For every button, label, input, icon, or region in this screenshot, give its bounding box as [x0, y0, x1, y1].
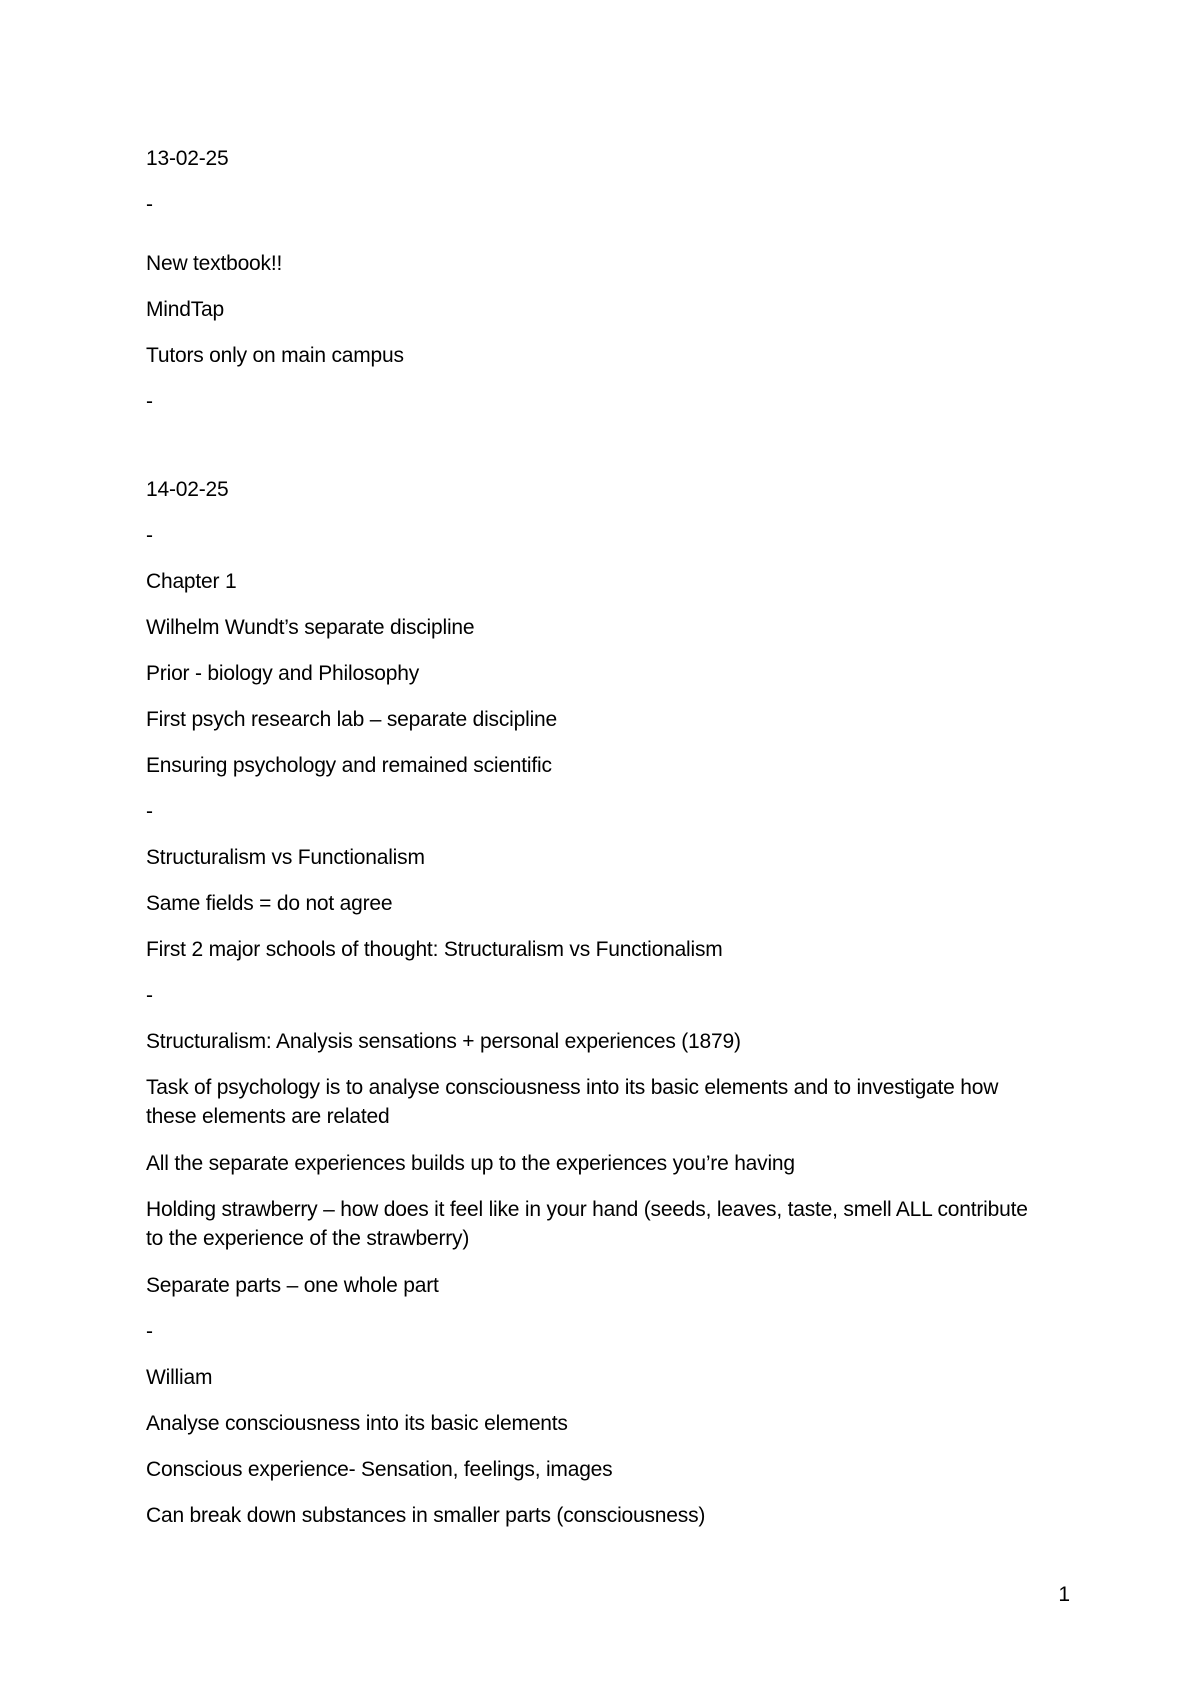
note-line: Same fields = do not agree	[146, 892, 393, 915]
separator: -	[146, 390, 153, 413]
separator: -	[146, 1320, 153, 1343]
note-line: Wilhelm Wundt’s separate discipline	[146, 616, 475, 639]
separator: -	[146, 984, 153, 1007]
note-line: Structuralism: Analysis sensations + personal experiences (1879)	[146, 1030, 741, 1053]
note-line: MindTap	[146, 298, 224, 321]
date-heading: 13-02-25	[146, 147, 229, 170]
note-paragraph: Holding strawberry – how does it feel like in your hand (seeds, leaves, taste, smell ALL contribute to the experience of the strawberry)	[146, 1198, 1028, 1250]
section-heading: Structuralism vs Functionalism	[146, 846, 425, 869]
note-line: All the separate experiences builds up to the experiences you’re having	[146, 1152, 795, 1175]
note-line: Analyse consciousness into its basic elements	[146, 1412, 568, 1435]
section-heading: William	[146, 1366, 213, 1389]
separator: -	[146, 193, 153, 216]
chapter-heading: Chapter 1	[146, 570, 237, 593]
note-line: Prior - biology and Philosophy	[146, 662, 419, 685]
note-line: First psych research lab – separate discipline	[146, 708, 557, 731]
separator: -	[146, 800, 153, 823]
note-paragraph: Task of psychology is to analyse consciousness into its basic elements and to investigate how these elements are related	[146, 1076, 999, 1128]
note-line: Can break down substances in smaller parts (consciousness)	[146, 1504, 706, 1527]
note-line: Tutors only on main campus	[146, 344, 404, 367]
note-line: Ensuring psychology and remained scientific	[146, 754, 552, 777]
note-line: Separate parts – one whole part	[146, 1274, 439, 1297]
note-line: Conscious experience- Sensation, feelings, images	[146, 1458, 613, 1481]
date-heading: 14-02-25	[146, 478, 229, 501]
note-line: New textbook!!	[146, 252, 283, 275]
note-line: First 2 major schools of thought: Structuralism vs Functionalism	[146, 938, 723, 961]
page-number: 1	[1058, 1583, 1070, 1606]
separator: -	[146, 524, 153, 547]
